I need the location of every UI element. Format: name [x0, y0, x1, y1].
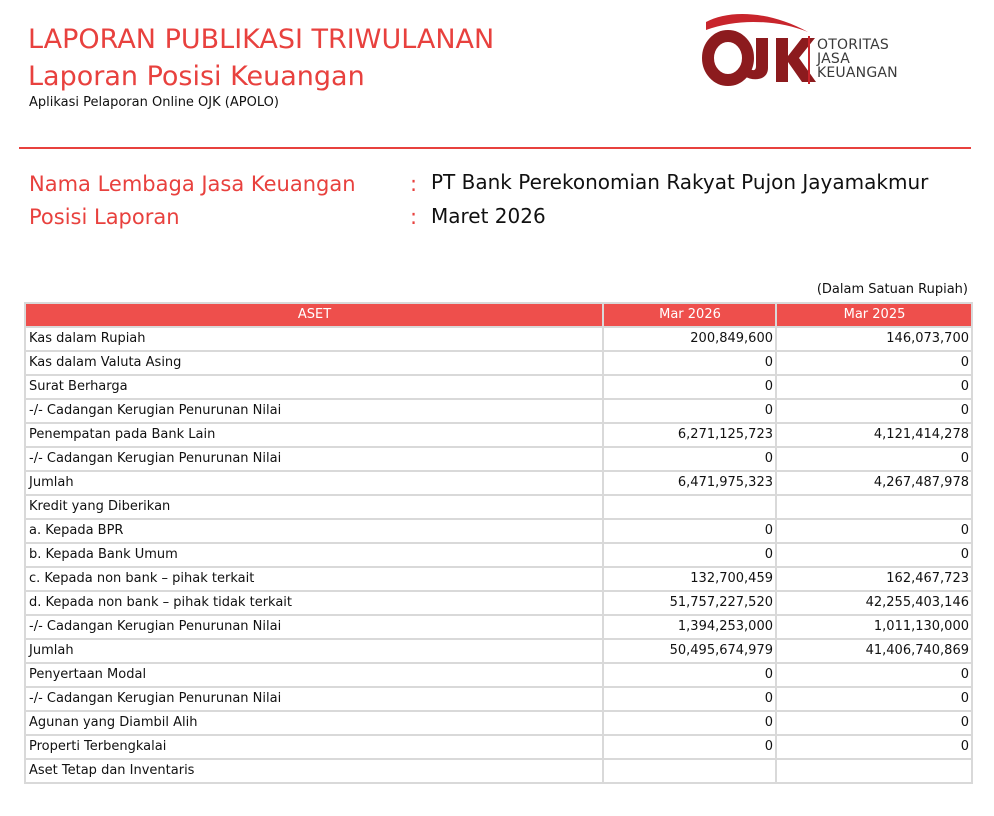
row-label: Jumlah	[25, 639, 603, 663]
row-value-current: 6,271,125,723	[603, 423, 776, 447]
row-value-previous: 0	[776, 663, 972, 687]
table-row	[25, 423, 972, 447]
row-value-previous: 0	[776, 519, 972, 543]
row-value-current: 0	[603, 519, 776, 543]
institution-label: Nama Lembaga Jasa Keuangan	[29, 172, 356, 196]
row-value-previous: 146,073,700	[776, 327, 972, 351]
header-previous-period: Mar 2025	[776, 303, 972, 327]
row-value-current: 0	[603, 543, 776, 567]
row-value-previous: 0	[776, 735, 972, 759]
table-row	[25, 351, 972, 375]
row-label: Aset Tetap dan Inventaris	[25, 759, 603, 783]
row-value-previous: 0	[776, 447, 972, 471]
table-row	[25, 759, 972, 783]
period-colon: :	[410, 205, 418, 229]
row-value-current: 6,471,975,323	[603, 471, 776, 495]
row-label: Properti Terbengkalai	[25, 735, 603, 759]
row-value-previous	[776, 759, 972, 783]
row-label: b. Kepada Bank Umum	[25, 543, 603, 567]
row-value-current: 50,495,674,979	[603, 639, 776, 663]
header-aset: ASET	[25, 303, 603, 327]
row-value-current	[603, 759, 776, 783]
row-value-previous: 0	[776, 399, 972, 423]
table-row	[25, 543, 972, 567]
table-row	[25, 687, 972, 711]
table-row	[25, 639, 972, 663]
row-value-previous: 0	[776, 711, 972, 735]
header-current-period: Mar 2026	[603, 303, 776, 327]
row-value-current: 0	[603, 687, 776, 711]
row-value-current: 0	[603, 735, 776, 759]
row-label: Jumlah	[25, 471, 603, 495]
row-value-current: 0	[603, 711, 776, 735]
row-value-current: 200,849,600	[603, 327, 776, 351]
table-row	[25, 375, 972, 399]
row-label: Agunan yang Diambil Alih	[25, 711, 603, 735]
row-label: c. Kepada non bank – pihak terkait	[25, 567, 603, 591]
row-value-current: 0	[603, 399, 776, 423]
table-row	[25, 735, 972, 759]
unit-note: (Dalam Satuan Rupiah)	[816, 282, 968, 297]
table-row	[25, 327, 972, 351]
row-value-current	[603, 495, 776, 519]
app-name: Aplikasi Pelaporan Online OJK (APOLO)	[29, 95, 279, 110]
table-row	[25, 471, 972, 495]
row-value-previous: 0	[776, 687, 972, 711]
row-value-previous: 0	[776, 543, 972, 567]
row-value-current: 0	[603, 375, 776, 399]
table-row	[25, 567, 972, 591]
row-label: a. Kepada BPR	[25, 519, 603, 543]
institution-colon: :	[410, 172, 418, 196]
row-value-current: 0	[603, 663, 776, 687]
table-row	[25, 447, 972, 471]
row-value-previous	[776, 495, 972, 519]
table-row	[25, 519, 972, 543]
report-title: LAPORAN PUBLIKASI TRIWULANAN	[28, 24, 495, 55]
row-value-previous: 41,406,740,869	[776, 639, 972, 663]
row-label: Penyertaan Modal	[25, 663, 603, 687]
table-row	[25, 663, 972, 687]
table-row	[25, 399, 972, 423]
row-value-previous: 4,121,414,278	[776, 423, 972, 447]
row-label: -/- Cadangan Kerugian Penurunan Nilai	[25, 687, 603, 711]
row-label: -/- Cadangan Kerugian Penurunan Nilai	[25, 399, 603, 423]
table-row	[25, 495, 972, 519]
period-value: Maret 2026	[431, 204, 546, 228]
row-value-previous: 0	[776, 351, 972, 375]
row-label: Surat Berharga	[25, 375, 603, 399]
row-value-previous: 162,467,723	[776, 567, 972, 591]
row-value-previous: 42,255,403,146	[776, 591, 972, 615]
row-value-previous: 0	[776, 375, 972, 399]
row-label: Kas dalam Valuta Asing	[25, 351, 603, 375]
row-value-current: 0	[603, 351, 776, 375]
header-divider	[19, 147, 971, 149]
row-value-current: 0	[603, 447, 776, 471]
row-value-previous: 4,267,487,978	[776, 471, 972, 495]
table-row	[25, 711, 972, 735]
row-value-current: 132,700,459	[603, 567, 776, 591]
table-header-row	[25, 303, 972, 327]
report-subtitle: Laporan Posisi Keuangan	[28, 61, 365, 92]
row-label: d. Kepada non bank – pihak tidak terkait	[25, 591, 603, 615]
table-row	[25, 615, 972, 639]
row-label: Kredit yang Diberikan	[25, 495, 603, 519]
row-label: -/- Cadangan Kerugian Penurunan Nilai	[25, 615, 603, 639]
logo-wordmark: OTORITAS JASA KEUANGAN	[817, 37, 898, 81]
period-label: Posisi Laporan	[29, 205, 180, 229]
row-label: -/- Cadangan Kerugian Penurunan Nilai	[25, 447, 603, 471]
row-label: Kas dalam Rupiah	[25, 327, 603, 351]
row-value-current: 1,394,253,000	[603, 615, 776, 639]
table-row	[25, 591, 972, 615]
row-value-current: 51,757,227,520	[603, 591, 776, 615]
row-value-previous: 1,011,130,000	[776, 615, 972, 639]
institution-value: PT Bank Perekonomian Rakyat Pujon Jayamakmur	[431, 170, 929, 194]
row-label: Penempatan pada Bank Lain	[25, 423, 603, 447]
balance-sheet-table	[24, 302, 973, 784]
